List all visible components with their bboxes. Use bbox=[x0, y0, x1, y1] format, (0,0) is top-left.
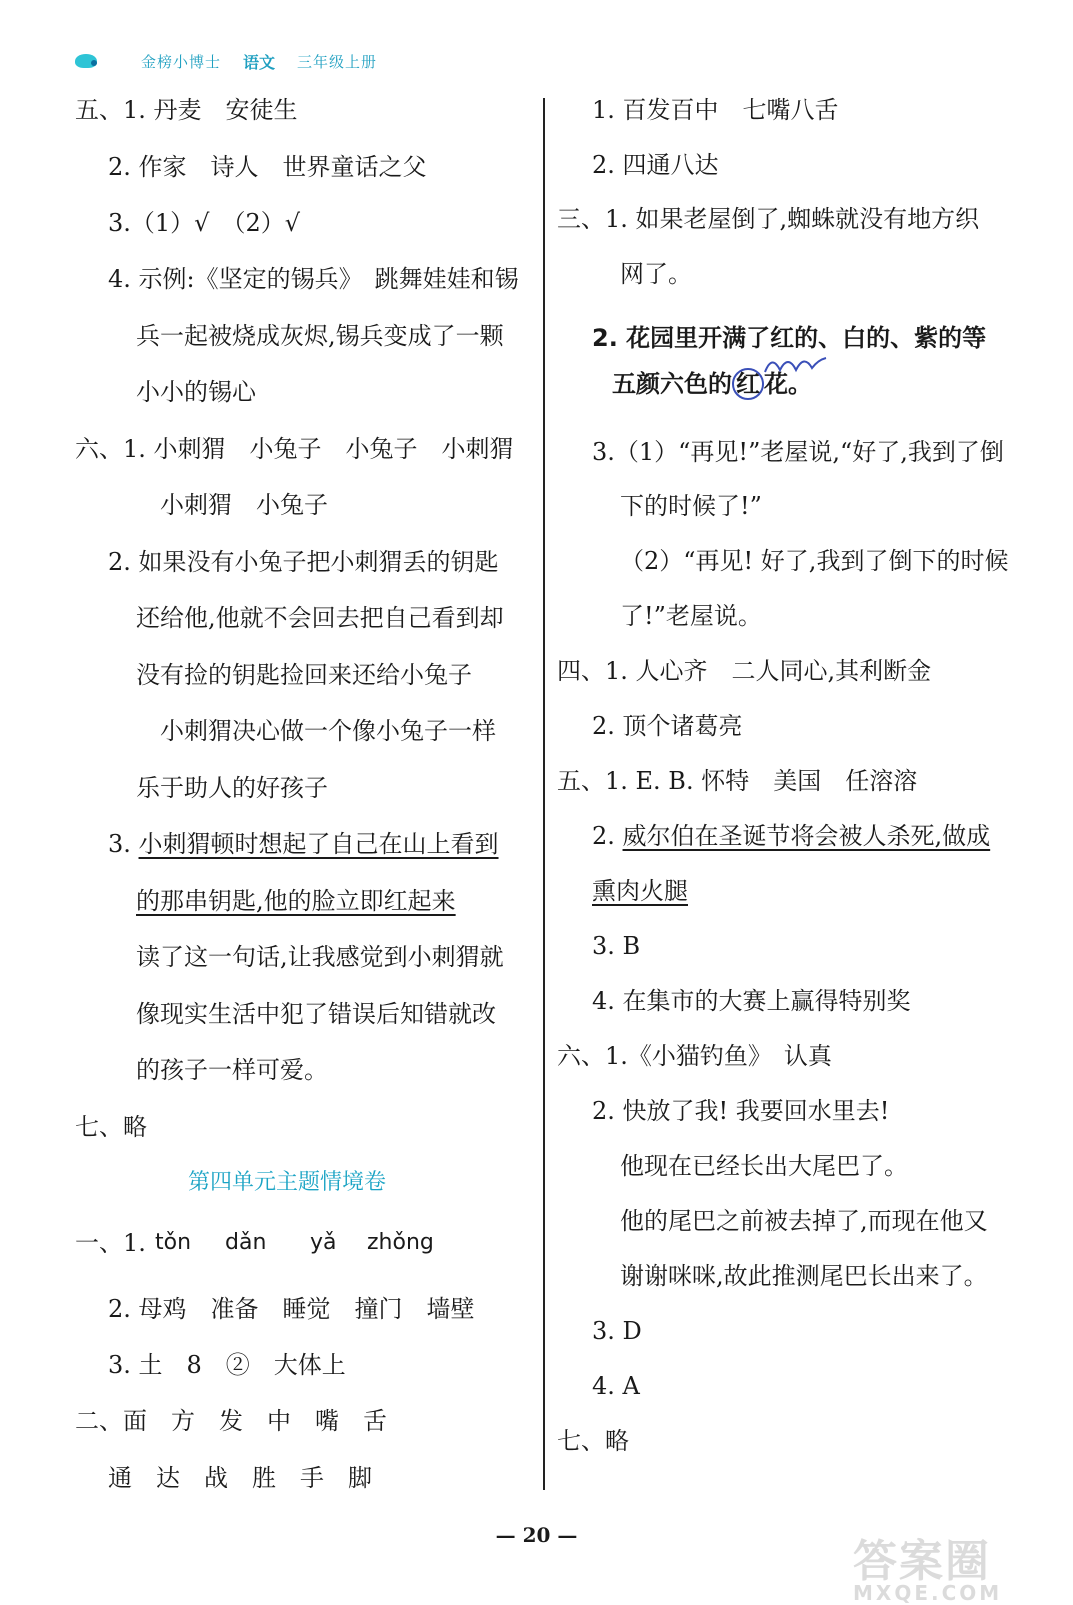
pinyin-2: dǎn bbox=[225, 1230, 267, 1255]
answer-line: 兵一起被烧成灰烬,锡兵变成了一颗 bbox=[136, 322, 504, 350]
item-number: 2. bbox=[592, 822, 623, 850]
series-name: 金榜小博士 bbox=[141, 52, 222, 71]
answer-line: 像现实生活中犯了错误后知错就改 bbox=[136, 1000, 496, 1028]
answer-line: （2）“再见! 好了,我到了倒下的时候 bbox=[620, 547, 1009, 575]
text-segment: 五颜六色的 bbox=[612, 370, 732, 398]
item-number: 3. bbox=[108, 830, 139, 858]
answer-line: 2. 顶个诸葛亮 bbox=[592, 712, 743, 740]
watermark-top: 答案圈 bbox=[853, 1536, 991, 1587]
answer-line: 下的时候了!” bbox=[620, 492, 762, 520]
handwritten-line: 2. 花园里开满了红的、白的、紫的等 bbox=[592, 324, 987, 352]
answer-line: 读了这一句话,让我感觉到小刺猬就 bbox=[136, 943, 504, 971]
answer-line: 3. B bbox=[592, 932, 641, 960]
watermark-bottom: MXQE.COM bbox=[853, 1581, 1003, 1605]
page-header bbox=[75, 44, 377, 78]
answer-line: 还给他,他就不会回去把自己看到却 bbox=[136, 604, 504, 632]
answer-line: 4. 在集市的大赛上赢得特别奖 bbox=[592, 987, 911, 1015]
underlined-text: 小刺猬顿时想起了自己在山上看到 bbox=[138, 830, 499, 858]
answer-line: 没有捡的钥匙捡回来还给小兔子 bbox=[136, 661, 472, 689]
answer-line: 了!”老屋说。 bbox=[620, 602, 762, 630]
correction-mark-icon bbox=[760, 350, 830, 380]
answer-line: 二、面 方 发 中 嘴 舌 bbox=[75, 1407, 387, 1435]
answer-line: 网了。 bbox=[620, 260, 692, 288]
pinyin-line bbox=[75, 1227, 434, 1259]
subject-name: 语文 bbox=[243, 52, 276, 72]
answer-line: 七、略 bbox=[557, 1427, 629, 1455]
answer-line: 3. 土 8 ② 大体上 bbox=[108, 1351, 346, 1379]
answer-line: 六、1. 小刺猬 小兔子 小兔子 小刺猬 bbox=[75, 435, 514, 463]
answer-line: 3. D bbox=[592, 1317, 642, 1345]
answer-line: 2. 四通八达 bbox=[592, 151, 719, 179]
grade-name: 三年级上册 bbox=[297, 52, 378, 71]
column-divider bbox=[543, 98, 545, 1490]
answer-line: 2. 快放了我! 我要回水里去! bbox=[592, 1097, 890, 1125]
watermark-logo bbox=[853, 1525, 1053, 1605]
underlined-text: 熏肉火腿 bbox=[592, 877, 688, 905]
answer-line: 2. 作家 诗人 世界童话之父 bbox=[108, 153, 427, 181]
answer-line: 的孩子一样可爱。 bbox=[136, 1056, 328, 1084]
section-title: 第四单元主题情境卷 bbox=[188, 1170, 387, 1195]
answer-line: 小小的锡心 bbox=[136, 378, 256, 406]
answer-line: 他的尾巴之前被去掉了,而现在他又 bbox=[620, 1207, 988, 1235]
answer-line: 五、1. 丹麦 安徒生 bbox=[75, 96, 298, 124]
answer-line: 他现在已经长出大尾巴了。 bbox=[620, 1152, 908, 1180]
answer-line: 四、1. 人心齐 二人同心,其利断金 bbox=[557, 657, 932, 685]
answer-line: 4. A bbox=[592, 1372, 640, 1400]
underlined-text: 威尔伯在圣诞节将会被人杀死,做成 bbox=[622, 822, 991, 850]
answer-line: 3.（1）“再见!”老屋说,“好了,我到了倒 bbox=[592, 438, 1004, 466]
underlined-text: 的那串钥匙,他的脸立即红起来 bbox=[136, 887, 456, 915]
answer-line bbox=[592, 820, 990, 852]
answer-line: 2. 母鸡 准备 睡觉 撞门 墙壁 bbox=[108, 1295, 475, 1323]
item-number: 一、1. bbox=[75, 1229, 146, 1257]
answer-line: 小刺猬 小兔子 bbox=[160, 491, 328, 519]
answer-line: 通 达 战 胜 手 脚 bbox=[108, 1464, 372, 1492]
text-segment: 花。 bbox=[764, 370, 812, 398]
answer-line: 1. 百发百中 七嘴八舌 bbox=[592, 96, 839, 124]
answer-line: 小刺猬决心做一个像小兔子一样 bbox=[160, 717, 496, 745]
answer-line: 3.（1）√ （2）√ bbox=[108, 209, 301, 237]
answer-line: 七、略 bbox=[75, 1113, 147, 1141]
answer-line: 4. 示例:《坚定的锡兵》 跳舞娃娃和锡 bbox=[108, 265, 519, 293]
answer-line: 五、1. E. B. 怀特 美国 任溶溶 bbox=[557, 767, 918, 795]
answer-line: 六、1.《小猫钓鱼》 认真 bbox=[557, 1042, 832, 1070]
circled-character: 红 bbox=[732, 368, 764, 400]
answer-line: 三、1. 如果老屋倒了,蜘蛛就没有地方织 bbox=[557, 205, 980, 233]
pinyin-3: yǎ bbox=[310, 1230, 337, 1255]
page-number: — 20 — bbox=[495, 1523, 578, 1547]
logo-icon bbox=[75, 50, 101, 72]
answer-line: 乐于助人的好孩子 bbox=[136, 774, 328, 802]
answer-line: 2. 如果没有小兔子把小刺猬丢的钥匙 bbox=[108, 548, 499, 576]
answer-line: 谢谢咪咪,故此推测尾巴长出来了。 bbox=[620, 1262, 988, 1290]
answer-line bbox=[108, 828, 499, 860]
pinyin-4: zhǒng bbox=[367, 1230, 434, 1255]
pinyin-1: tǒn bbox=[155, 1230, 192, 1255]
